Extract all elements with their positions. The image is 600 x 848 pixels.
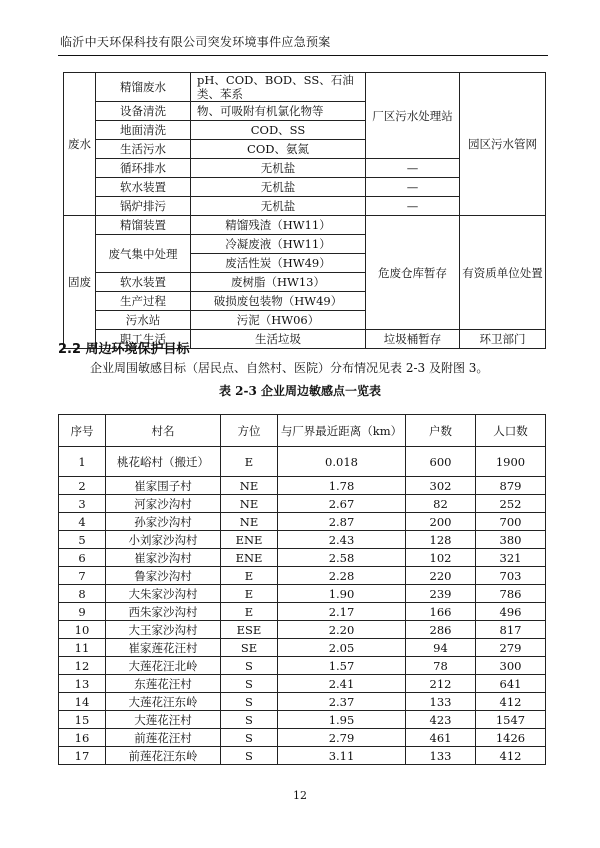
distance-cell: 2.79 [278, 729, 406, 747]
distance-cell: 2.87 [278, 513, 406, 531]
no-cell: 4 [59, 513, 106, 531]
category-cell: 废水 [64, 73, 96, 216]
village-cell: 河家沙沟村 [106, 495, 221, 513]
village-cell: 大王家沙沟村 [106, 621, 221, 639]
village-cell: 小刘家沙沟村 [106, 531, 221, 549]
population-cell: 412 [476, 693, 546, 711]
direction-cell: E [221, 567, 278, 585]
direction-cell: ENE [221, 531, 278, 549]
pollutant-cell: 无机盐 [191, 197, 366, 216]
pollutant-cell: pH、COD、BOD、SS、石油类、苯系 [191, 73, 366, 102]
direction-cell: NE [221, 513, 278, 531]
table-row [59, 639, 546, 657]
village-cell: 崔家莲花汪村 [106, 639, 221, 657]
source-cell: 污水站 [96, 311, 191, 330]
table-row [59, 513, 546, 531]
population-cell: 252 [476, 495, 546, 513]
source-cell: 循环排水 [96, 159, 191, 178]
households-cell: 212 [406, 675, 476, 693]
header-direction: 方位 [221, 415, 278, 447]
distance-cell: 2.05 [278, 639, 406, 657]
header-distance: 与厂界最近距离（km） [278, 415, 406, 447]
distance-cell: 1.57 [278, 657, 406, 675]
category-cell: 固废 [64, 216, 96, 349]
direction-cell: S [221, 693, 278, 711]
source-cell: 锅炉排污 [96, 197, 191, 216]
no-cell: 1 [59, 447, 106, 477]
direction-cell: S [221, 657, 278, 675]
distance-cell: 2.28 [278, 567, 406, 585]
direction-cell: E [221, 585, 278, 603]
storage-cell: 危废仓库暂存 [366, 216, 460, 330]
treatment-cell: — [366, 178, 460, 197]
waste-cell: 生活垃圾 [191, 330, 366, 349]
households-cell: 200 [406, 513, 476, 531]
village-cell: 鲁家沙沟村 [106, 567, 221, 585]
village-cell: 孙家沙沟村 [106, 513, 221, 531]
direction-cell: NE [221, 477, 278, 495]
households-cell: 94 [406, 639, 476, 657]
population-cell: 496 [476, 603, 546, 621]
pollutant-cell: 无机盐 [191, 159, 366, 178]
header-population: 人口数 [476, 415, 546, 447]
households-cell: 600 [406, 447, 476, 477]
source-cell: 软水装置 [96, 178, 191, 197]
households-cell: 302 [406, 477, 476, 495]
distance-cell: 1.78 [278, 477, 406, 495]
table-row [59, 549, 546, 567]
distance-cell: 2.17 [278, 603, 406, 621]
source-cell: 精馏废水 [96, 73, 191, 102]
population-cell: 1426 [476, 729, 546, 747]
no-cell: 6 [59, 549, 106, 567]
households-cell: 220 [406, 567, 476, 585]
no-cell: 15 [59, 711, 106, 729]
source-cell: 精馏装置 [96, 216, 191, 235]
households-cell: 461 [406, 729, 476, 747]
population-cell: 412 [476, 747, 546, 765]
table-row [59, 621, 546, 639]
population-cell: 279 [476, 639, 546, 657]
population-cell: 879 [476, 477, 546, 495]
destination-cell: 有资质单位处置 [460, 216, 546, 330]
village-cell: 崔家围子村 [106, 477, 221, 495]
households-cell: 166 [406, 603, 476, 621]
households-cell: 82 [406, 495, 476, 513]
destination-cell: 环卫部门 [460, 330, 546, 349]
village-cell: 前莲花汪村 [106, 729, 221, 747]
distance-cell: 0.018 [278, 447, 406, 477]
village-cell: 大莲花汪东岭 [106, 693, 221, 711]
section-heading: 2.2 周边环境保护目标 [58, 342, 190, 357]
direction-cell: E [221, 447, 278, 477]
pollutant-cell: 物、可吸附有机氯化物等 [191, 102, 366, 121]
direction-cell: ENE [221, 549, 278, 567]
no-cell: 2 [59, 477, 106, 495]
village-cell: 大朱家沙沟村 [106, 585, 221, 603]
table-row [64, 216, 546, 235]
households-cell: 423 [406, 711, 476, 729]
source-cell: 设备清洗 [96, 102, 191, 121]
treatment-cell: — [366, 159, 460, 178]
households-cell: 133 [406, 747, 476, 765]
village-cell: 东莲花汪村 [106, 675, 221, 693]
table-row [59, 747, 546, 765]
direction-cell: S [221, 747, 278, 765]
table-row [59, 675, 546, 693]
table-row [59, 657, 546, 675]
no-cell: 13 [59, 675, 106, 693]
waste-cell: 废树脂（HW13） [191, 273, 366, 292]
pollutant-cell: COD、SS [191, 121, 366, 140]
population-cell: 1900 [476, 447, 546, 477]
header-rule [58, 55, 548, 56]
no-cell: 17 [59, 747, 106, 765]
table-header-row [59, 415, 546, 447]
village-cell: 桃花峪村（搬迁） [106, 447, 221, 477]
households-cell: 128 [406, 531, 476, 549]
header-village: 村名 [106, 415, 221, 447]
households-cell: 102 [406, 549, 476, 567]
treatment-cell: 厂区污水处理站 [366, 73, 460, 159]
source-cell: 职工生活 [96, 330, 191, 349]
direction-cell: NE [221, 495, 278, 513]
table-caption: 表 2-3 企业周边敏感点一览表 [218, 384, 382, 398]
village-cell: 大莲花汪村 [106, 711, 221, 729]
table-row [59, 693, 546, 711]
no-cell: 16 [59, 729, 106, 747]
waste-treatment-table [63, 72, 546, 349]
source-cell: 废气集中处理 [96, 235, 191, 273]
waste-cell: 废活性炭（HW49） [191, 254, 366, 273]
source-cell: 地面清洗 [96, 121, 191, 140]
waste-cell: 精馏残渣（HW11） [191, 216, 366, 235]
population-cell: 321 [476, 549, 546, 567]
destination-cell: 园区污水管网 [460, 73, 546, 216]
source-cell: 生产过程 [96, 292, 191, 311]
no-cell: 9 [59, 603, 106, 621]
storage-cell: 垃圾桶暂存 [366, 330, 460, 349]
distance-cell: 1.95 [278, 711, 406, 729]
pollutant-cell: COD、氨氮 [191, 140, 366, 159]
distance-cell: 2.58 [278, 549, 406, 567]
population-cell: 817 [476, 621, 546, 639]
no-cell: 8 [59, 585, 106, 603]
table-row [59, 447, 546, 477]
no-cell: 7 [59, 567, 106, 585]
waste-cell: 污泥（HW06） [191, 311, 366, 330]
table-row [59, 531, 546, 549]
body-paragraph: 企业周围敏感目标（居民点、自然村、医院）分布情况见表 2-3 及附图 3。 [90, 361, 489, 375]
table-row [64, 73, 546, 102]
population-cell: 300 [476, 657, 546, 675]
direction-cell: E [221, 603, 278, 621]
direction-cell: S [221, 711, 278, 729]
population-cell: 641 [476, 675, 546, 693]
population-cell: 380 [476, 531, 546, 549]
distance-cell: 2.37 [278, 693, 406, 711]
source-cell: 软水装置 [96, 273, 191, 292]
direction-cell: ESE [221, 621, 278, 639]
no-cell: 5 [59, 531, 106, 549]
no-cell: 11 [59, 639, 106, 657]
treatment-cell: — [366, 197, 460, 216]
table-row [59, 477, 546, 495]
distance-cell: 2.67 [278, 495, 406, 513]
households-cell: 239 [406, 585, 476, 603]
village-cell: 前莲花汪东岭 [106, 747, 221, 765]
village-cell: 崔家沙沟村 [106, 549, 221, 567]
population-cell: 700 [476, 513, 546, 531]
population-cell: 786 [476, 585, 546, 603]
source-cell: 生活污水 [96, 140, 191, 159]
pollutant-cell: 无机盐 [191, 178, 366, 197]
sensitive-points-table [58, 414, 546, 765]
table-row [59, 603, 546, 621]
table-row [59, 585, 546, 603]
direction-cell: S [221, 675, 278, 693]
header-households: 户数 [406, 415, 476, 447]
page-number: 12 [293, 789, 307, 802]
households-cell: 78 [406, 657, 476, 675]
direction-cell: S [221, 729, 278, 747]
population-cell: 703 [476, 567, 546, 585]
table-row [59, 495, 546, 513]
households-cell: 133 [406, 693, 476, 711]
header-no: 序号 [59, 415, 106, 447]
village-cell: 西朱家沙沟村 [106, 603, 221, 621]
distance-cell: 1.90 [278, 585, 406, 603]
distance-cell: 2.43 [278, 531, 406, 549]
direction-cell: SE [221, 639, 278, 657]
page-header [58, 24, 548, 56]
population-cell: 1547 [476, 711, 546, 729]
distance-cell: 2.41 [278, 675, 406, 693]
no-cell: 3 [59, 495, 106, 513]
households-cell: 286 [406, 621, 476, 639]
table-row [59, 711, 546, 729]
no-cell: 12 [59, 657, 106, 675]
document-title: 临沂中天环保科技有限公司突发环境事件应急预案 [60, 35, 331, 49]
table-row [59, 567, 546, 585]
table-row [59, 729, 546, 747]
waste-cell: 冷凝废液（HW11） [191, 235, 366, 254]
waste-cell: 破损废包装物（HW49） [191, 292, 366, 311]
distance-cell: 2.20 [278, 621, 406, 639]
village-cell: 大莲花汪北岭 [106, 657, 221, 675]
no-cell: 10 [59, 621, 106, 639]
no-cell: 14 [59, 693, 106, 711]
distance-cell: 3.11 [278, 747, 406, 765]
